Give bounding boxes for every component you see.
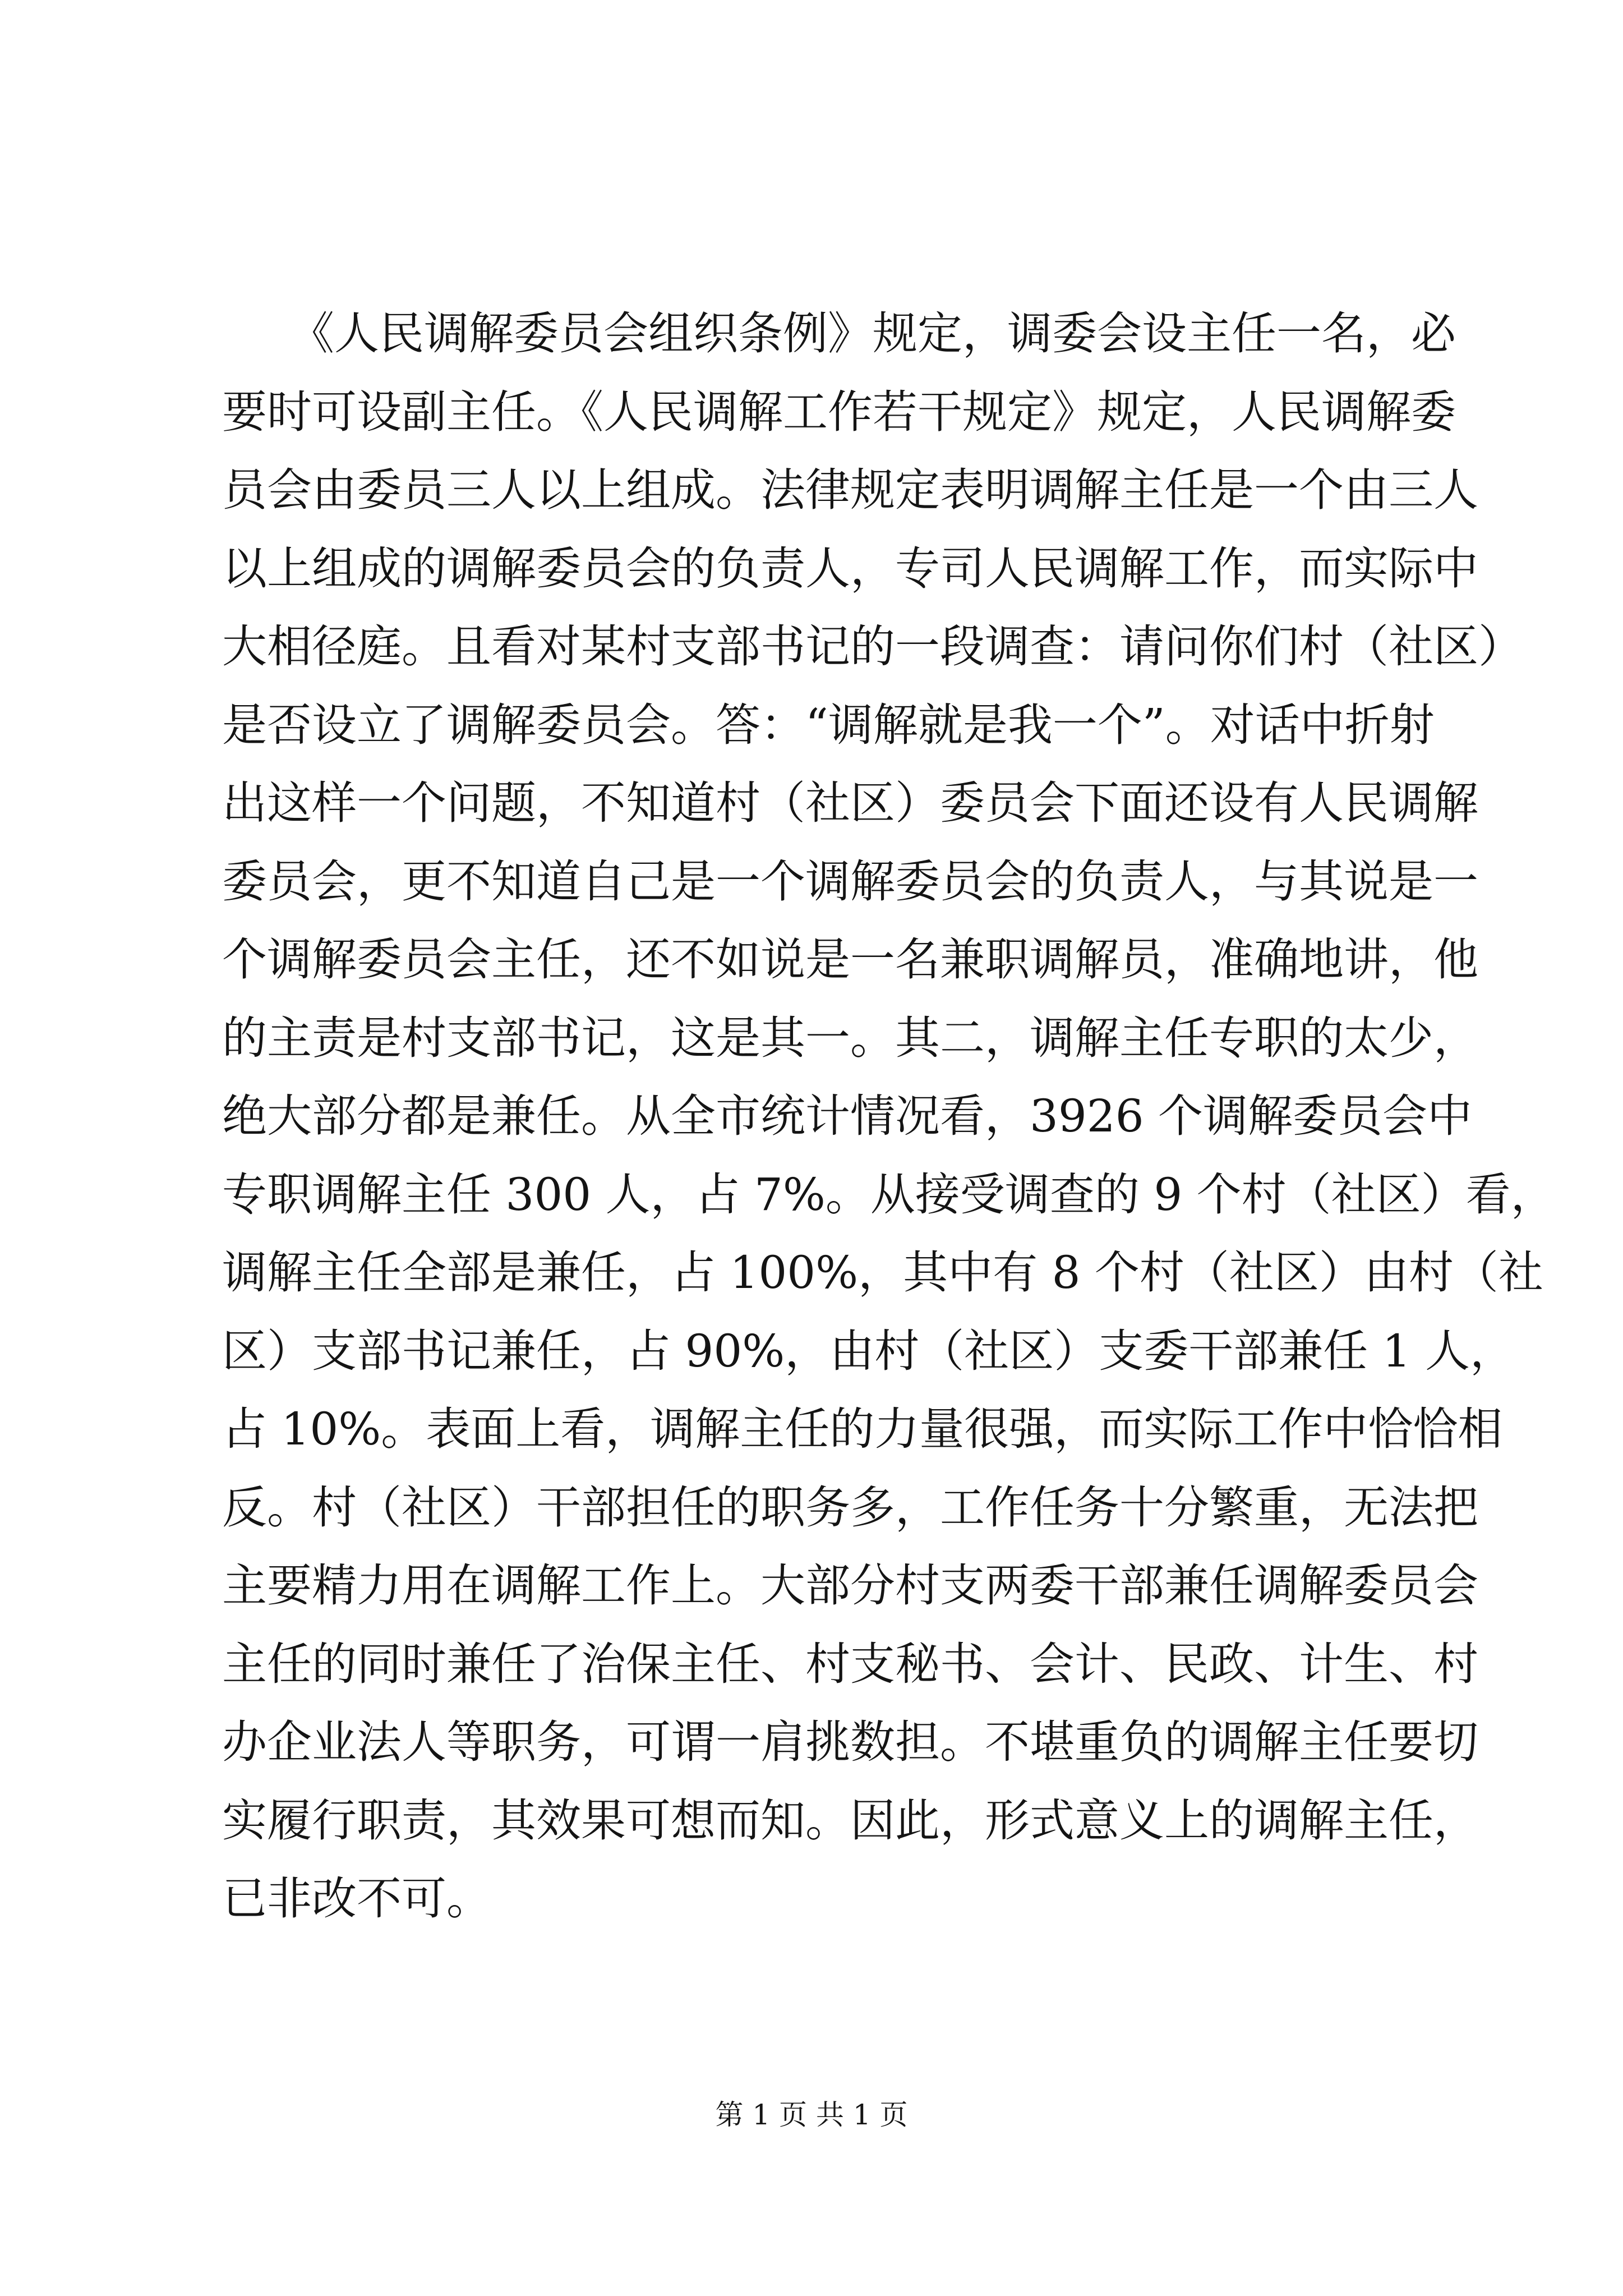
paragraph-line: 出这样一个问题，不知道村（社区）委员会下面还设有人民调解 bbox=[222, 777, 1478, 829]
paragraph-line: 以上组成的调解委员会的负责人，专司人民调解工作，而实际中 bbox=[222, 542, 1478, 595]
page-footer: 第 1 页 共 1 页 bbox=[715, 2099, 908, 2131]
paragraph-last-line: 已非改不可。 bbox=[222, 1872, 491, 1925]
document-body bbox=[222, 295, 1556, 1938]
paragraph-line: 员会由委员三人以上组成。法律规定表明调解主任是一个由三人 bbox=[222, 464, 1478, 516]
paragraph-line: 是否设立了调解委员会。答：“调解就是我一个”。对话中折射 bbox=[222, 698, 1435, 751]
paragraph-line: 要时可设副主任。《人民调解工作若干规定》规定，人民调解委 bbox=[222, 385, 1456, 438]
paragraph-line: 实履行职责，其效果可想而知。因此，形式意义上的调解主任， bbox=[222, 1794, 1478, 1847]
paragraph-line: 反。村（社区）干部担任的职务多，工作任务十分繁重，无法把 bbox=[222, 1481, 1478, 1534]
paragraph-line: 个调解委员会主任，还不如说是一名兼职调解员，准确地讲，他 bbox=[222, 933, 1478, 986]
paragraph-line: 委员会，更不知道自己是一个调解委员会的负责人，与其说是一 bbox=[222, 855, 1478, 908]
paragraph-line: 调解主任全部是兼任，占 100%，其中有 8 个村（社区）由村（社 bbox=[222, 1246, 1543, 1299]
paragraph-line: 《人民调解委员会组织条例》规定，调委会设主任一名，必 bbox=[222, 307, 1456, 360]
paragraph-line: 大相径庭。且看对某村支部书记的一段调查：请问你们村（社区） bbox=[222, 620, 1523, 673]
paragraph-line: 占 10%。表面上看，调解主任的力量很强，而实际工作中恰恰相 bbox=[222, 1403, 1503, 1455]
paragraph-line: 区）支部书记兼任，占 90%，由村（社区）支委干部兼任 1 人， bbox=[222, 1324, 1515, 1377]
paragraph-line: 办企业法人等职务，可谓一肩挑数担。不堪重负的调解主任要切 bbox=[222, 1716, 1478, 1768]
paragraph-line: 绝大部分都是兼任。从全市统计情况看，3926 个调解委员会中 bbox=[222, 1090, 1473, 1142]
paragraph-line: 专职调解主任 300 人，占 7%。从接受调查的 9 个村（社区）看， bbox=[222, 1168, 1556, 1221]
paragraph-line: 主要精力用在调解工作上。大部分村支两委干部兼任调解委员会 bbox=[222, 1559, 1478, 1612]
paragraph-line: 的主责是村支部书记，这是其一。其二，调解主任专职的太少， bbox=[222, 1011, 1478, 1064]
paragraph-line: 主任的同时兼任了治保主任、村支秘书、会计、民政、计生、村 bbox=[222, 1637, 1478, 1690]
